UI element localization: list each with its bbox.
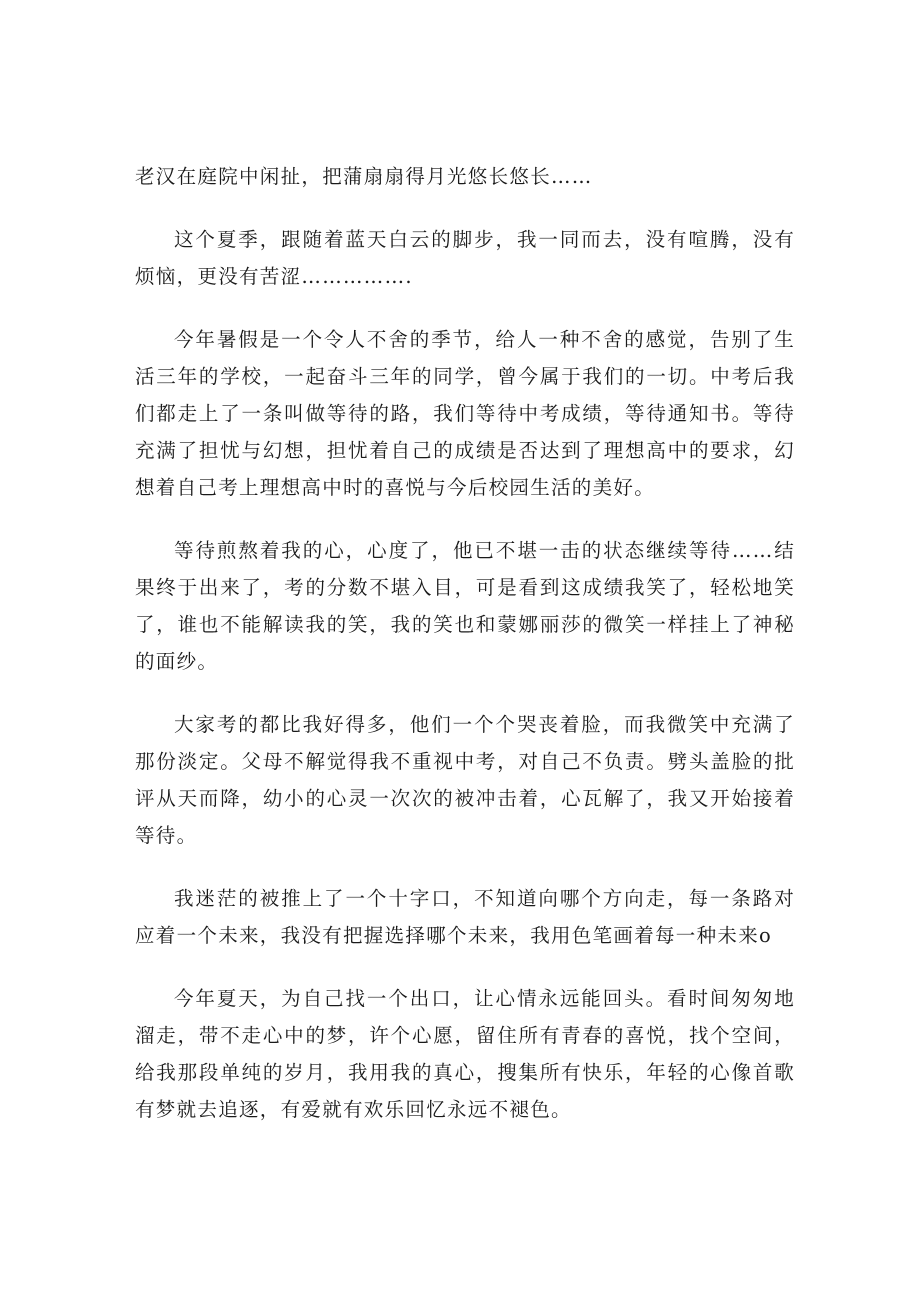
essay-body [135, 158, 795, 1154]
paragraph-1: 老汉在庭院中闲扯，把蒲扇扇得月光悠长悠长…… [135, 165, 593, 188]
paragraph-5: 大家考的都比我好得多，他们一个个哭丧着脸，而我微笑中充满了那份淡定。父母不解觉得我不重视中考，对自己不负责。劈头盖脸的批评从天而降，幼小的心灵一次次的被冲击着，心瓦解了，我又开始接着等待。 [135, 713, 795, 847]
paragraph-6: 我迷茫的被推上了一个十字口，不知道向哪个方向走，每一条路对应着一个未来，我没有把握选择哪个未来，我用色笔画着每一种未来o [135, 887, 795, 947]
paragraph-2: 这个夏季，跟随着蓝天白云的脚步，我一同而去，没有喧腾，没有烦恼，更没有苦涩……………. [135, 228, 795, 288]
paragraph-4: 等待煎熬着我的心，心度了，他已不堪一击的状态继续等待……结果终于出来了，考的分数不堪入目，可是看到这成绩我笑了，轻松地笑了，谁也不能解读我的笑，我的笑也和蒙娜丽莎的微笑一样挂上了神秘的面纱。 [135, 539, 795, 673]
paragraph-7: 今年夏天，为自己找一个出口，让心情永远能回头。看时间匆匆地溜走，带不走心中的梦，许个心愿，留住所有青春的喜悦，找个空间，给我那段单纯的岁月，我用我的真心，搜集所有快乐，年轻的心像首歌有梦就去追逐，有爱就有欢乐回忆永远不褪色。 [135, 987, 795, 1121]
paragraph-3: 今年暑假是一个令人不舍的季节，给人一种不舍的感觉，告别了生活三年的学校，一起奋斗三年的同学，曾今属于我们的一切。中考后我们都走上了一条叫做等待的路，我们等待中考成绩，等待通知书。等待充满了担忧与幻想，担忧着自己的成绩是否达到了理想高中的要求，幻想着自己考上理想高中时的喜悦与今后校园生活的美好。 [135, 328, 795, 499]
